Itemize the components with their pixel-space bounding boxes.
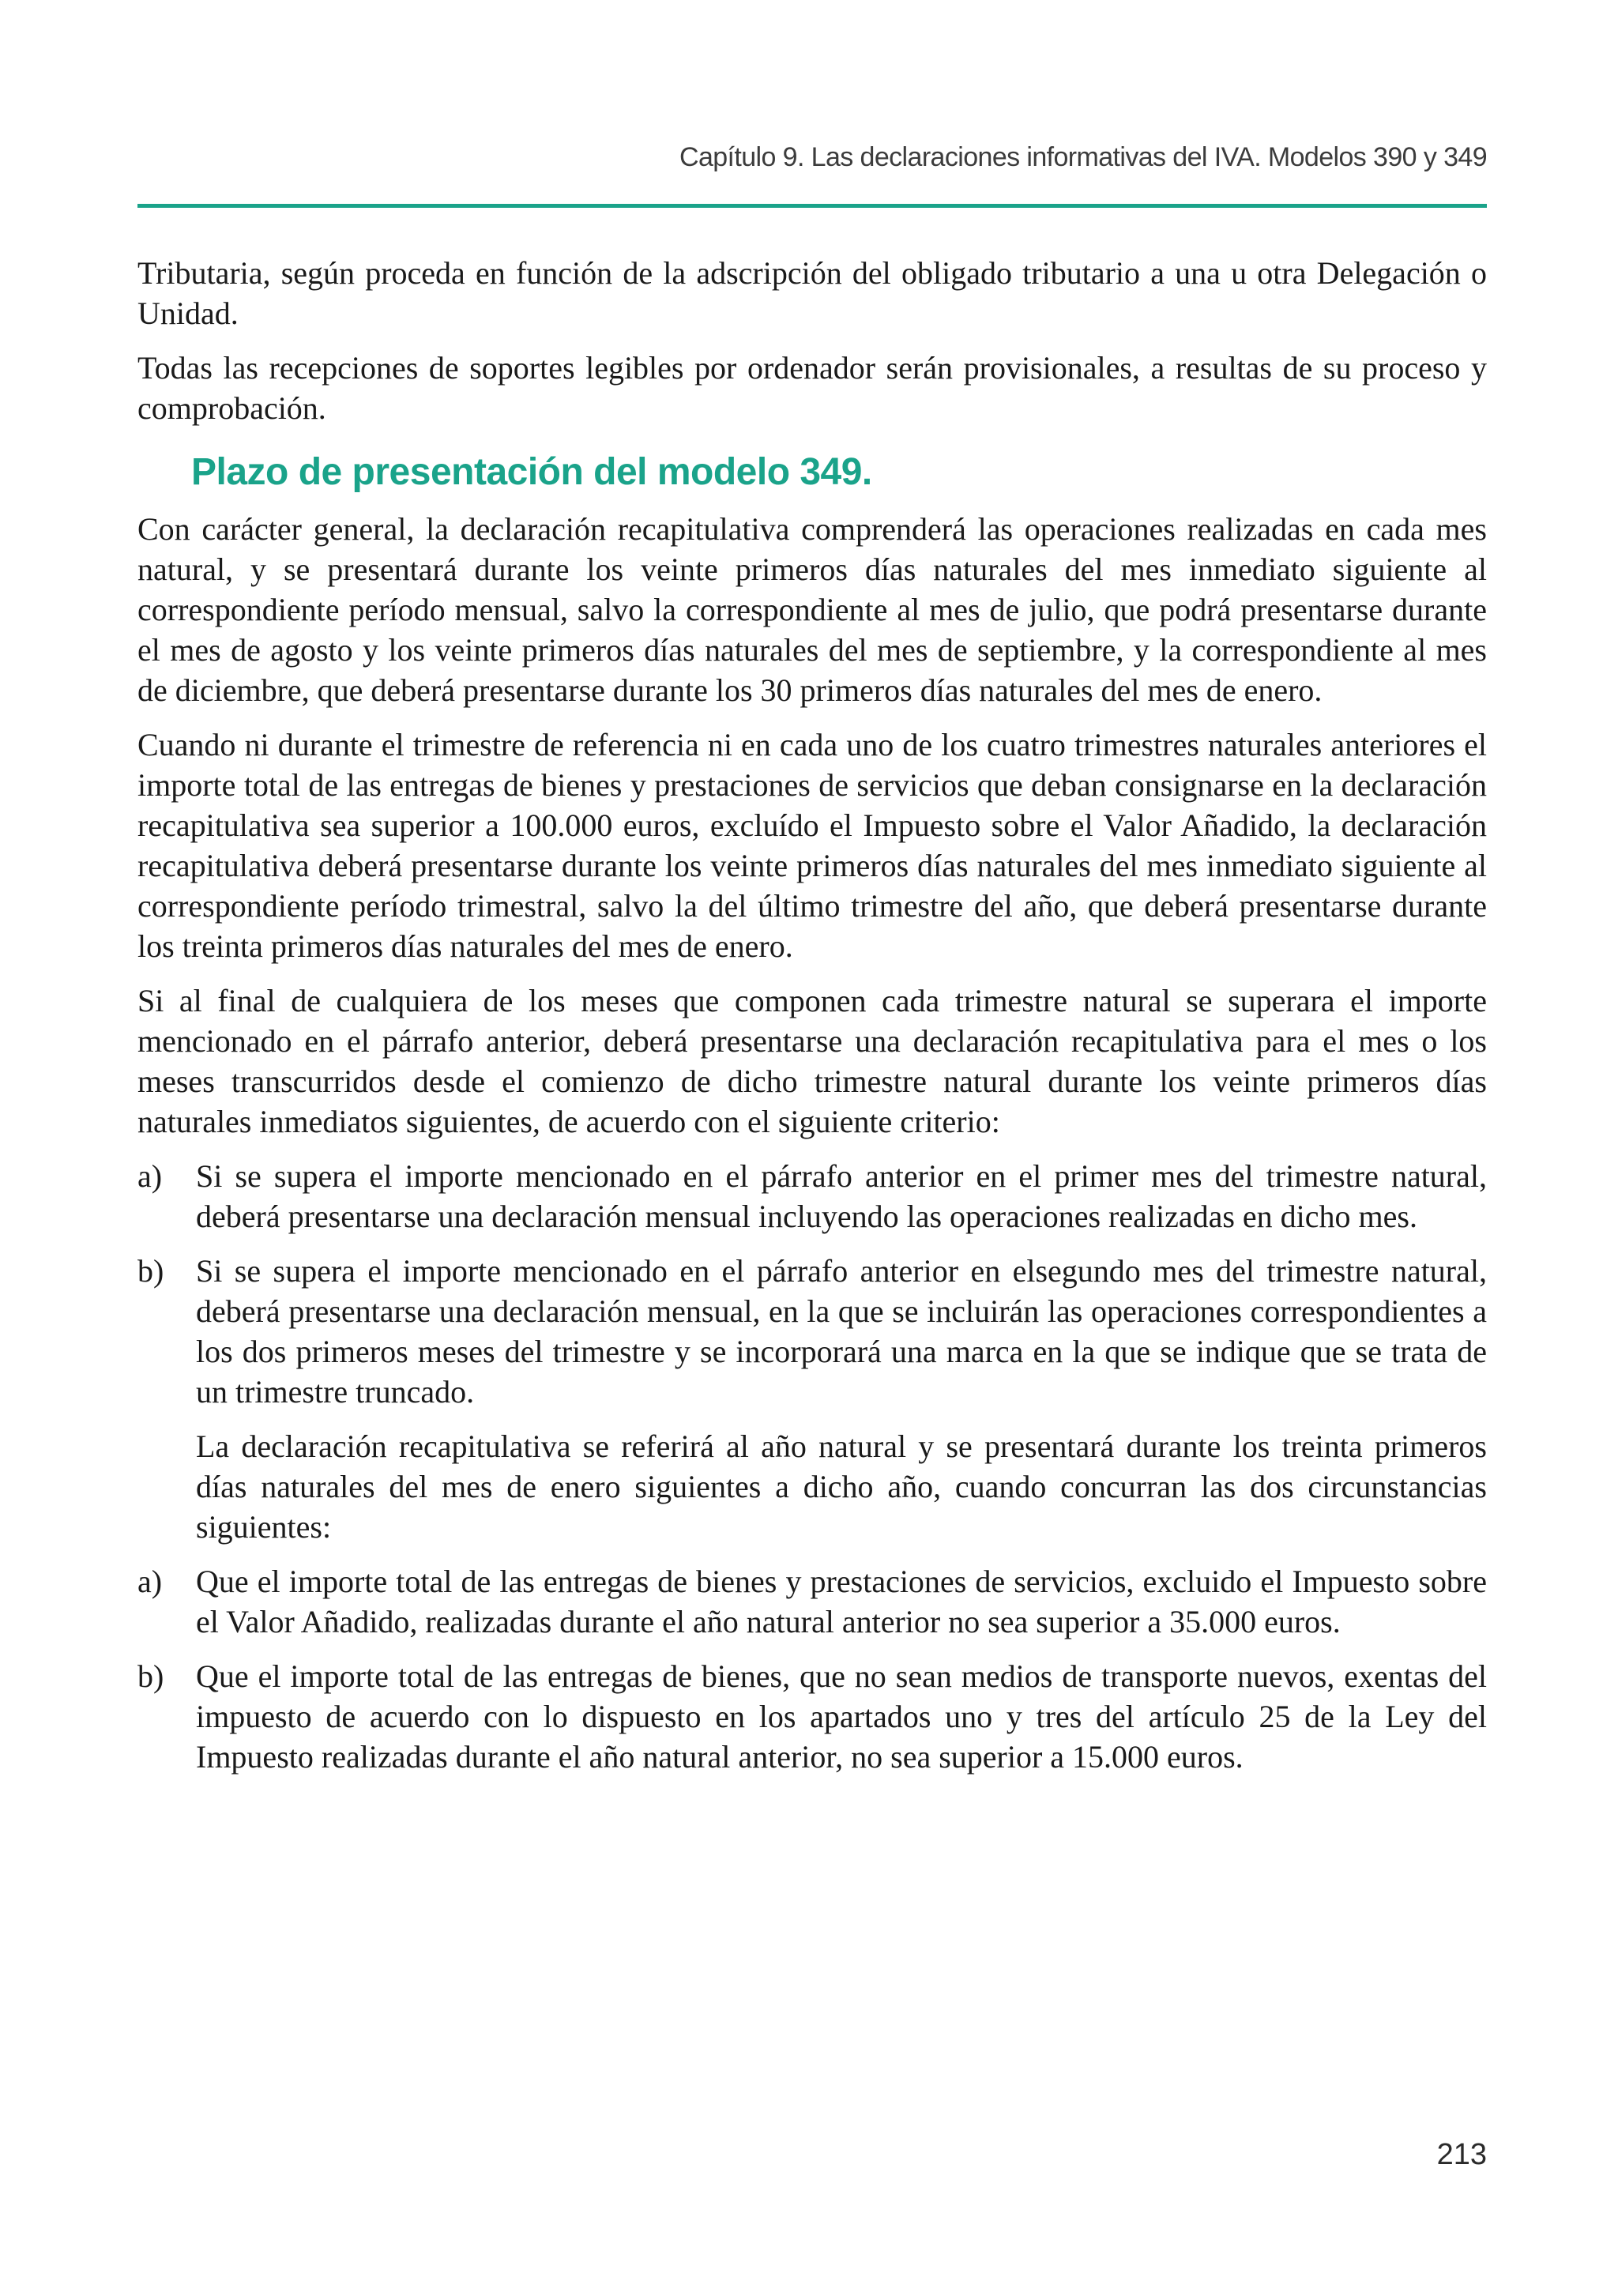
section-title: Plazo de presentación del modelo 349. xyxy=(191,451,872,493)
list-marker: b) xyxy=(137,1253,164,1289)
list-item-text: Que el importe total de las entregas de bienes, que no sean medios de transporte nuevos, exentas del impuesto de acuerdo con lo dispuesto en los apartados uno y tres del artículo 25 de la Ley del Impuesto realizadas durante el año natural anterior, no sea superior a 15.000 euros. xyxy=(196,1658,1487,1775)
page-content xyxy=(137,253,1487,1791)
list-item-text: Que el importe total de las entregas de bienes y prestaciones de servicios, excluido el Impuesto sobre el Valor Añadido, realizadas durante el año natural anterior no sea superior a 35.000 euros. xyxy=(196,1564,1487,1639)
list-item-second-month xyxy=(137,1251,1487,1412)
running-header: Capítulo 9. Las declaraciones informativas del IVA. Modelos 390 y 349 xyxy=(679,142,1487,172)
paragraph-quarterly: Cuando ni durante el trimestre de referencia ni en cada uno de los cuatro trimestres naturales anteriores el importe total de las entregas de bienes y prestaciones de servicios que deban consignarse en la declaración recapitulativa sea superior a 100.000 euros, excluído el Impuesto sobre el Valor Añadido, la declaración recapitulativa deberá presentarse durante los veinte primeros días naturales del mes inmediato siguiente al correspondiente período trimestral, salvo la del último trimestre del año, que deberá presentarse durante los treinta primeros días naturales del mes de enero. xyxy=(137,727,1487,964)
paragraph-annual: La declaración recapitulativa se referirá al año natural y se presentará durante los treinta primeros días naturales del mes de enero siguientes a dicho año, cuando concurran las dos circunstancias siguientes: xyxy=(196,1428,1487,1545)
list-item-text: Si se supera el importe mencionado en el párrafo anterior en elsegundo mes del trimestre natural, deberá presentarse una declaración mensual, en la que se incluirán las operaciones correspondientes a los dos primeros meses del trimestre y se incorporará una marca en la que se indique que se trata de un trimestre truncado. xyxy=(196,1253,1487,1410)
list-item-annual-threshold-services xyxy=(137,1561,1487,1642)
page-number: 213 xyxy=(1436,2138,1487,2171)
paragraph-general: Con carácter general, la declaración recapitulativa comprenderá las operaciones realizadas en cada mes natural, y se presentará durante los veinte primeros días naturales del mes inmediato siguiente al correspondiente período mensual, salvo la correspondiente al mes de julio, que podrá presentarse durante el mes de agosto y los veinte primeros días naturales del mes de septiembre, y la correspondiente al mes de diciembre, que deberá presentarse durante los 30 primeros días naturales del mes de enero. xyxy=(137,511,1487,708)
list-marker: a) xyxy=(137,1564,163,1599)
list-item-text: Si se supera el importe mencionado en el párrafo anterior en el primer mes del trimestre natural, deberá presentarse una declaración mensual incluyendo las operaciones realizadas en dicho mes. xyxy=(196,1158,1487,1234)
list-marker: b) xyxy=(137,1658,164,1694)
paragraph-continuation: Tributaria, según proceda en función de la adscripción del obligado tributario a una u otra Delegación o Unidad. xyxy=(137,255,1487,331)
list-marker: a) xyxy=(137,1158,163,1194)
header-divider xyxy=(137,204,1487,208)
paragraph-receptions: Todas las recepciones de soportes legibles por ordenador serán provisionales, a resultas de su proceso y comprobación. xyxy=(137,350,1487,426)
list-item-annual-threshold-goods xyxy=(137,1656,1487,1777)
list-item-first-month xyxy=(137,1156,1487,1236)
paragraph-exceed: Si al final de cualquiera de los meses que componen cada trimestre natural se superara el importe mencionado en el párrafo anterior, deberá presentarse una declaración recapitulativa para el mes o los meses transcurridos desde el comienzo de dicho trimestre natural durante los veinte primeros días naturales inmediatos siguientes, de acuerdo con el siguiente criterio: xyxy=(137,983,1487,1139)
